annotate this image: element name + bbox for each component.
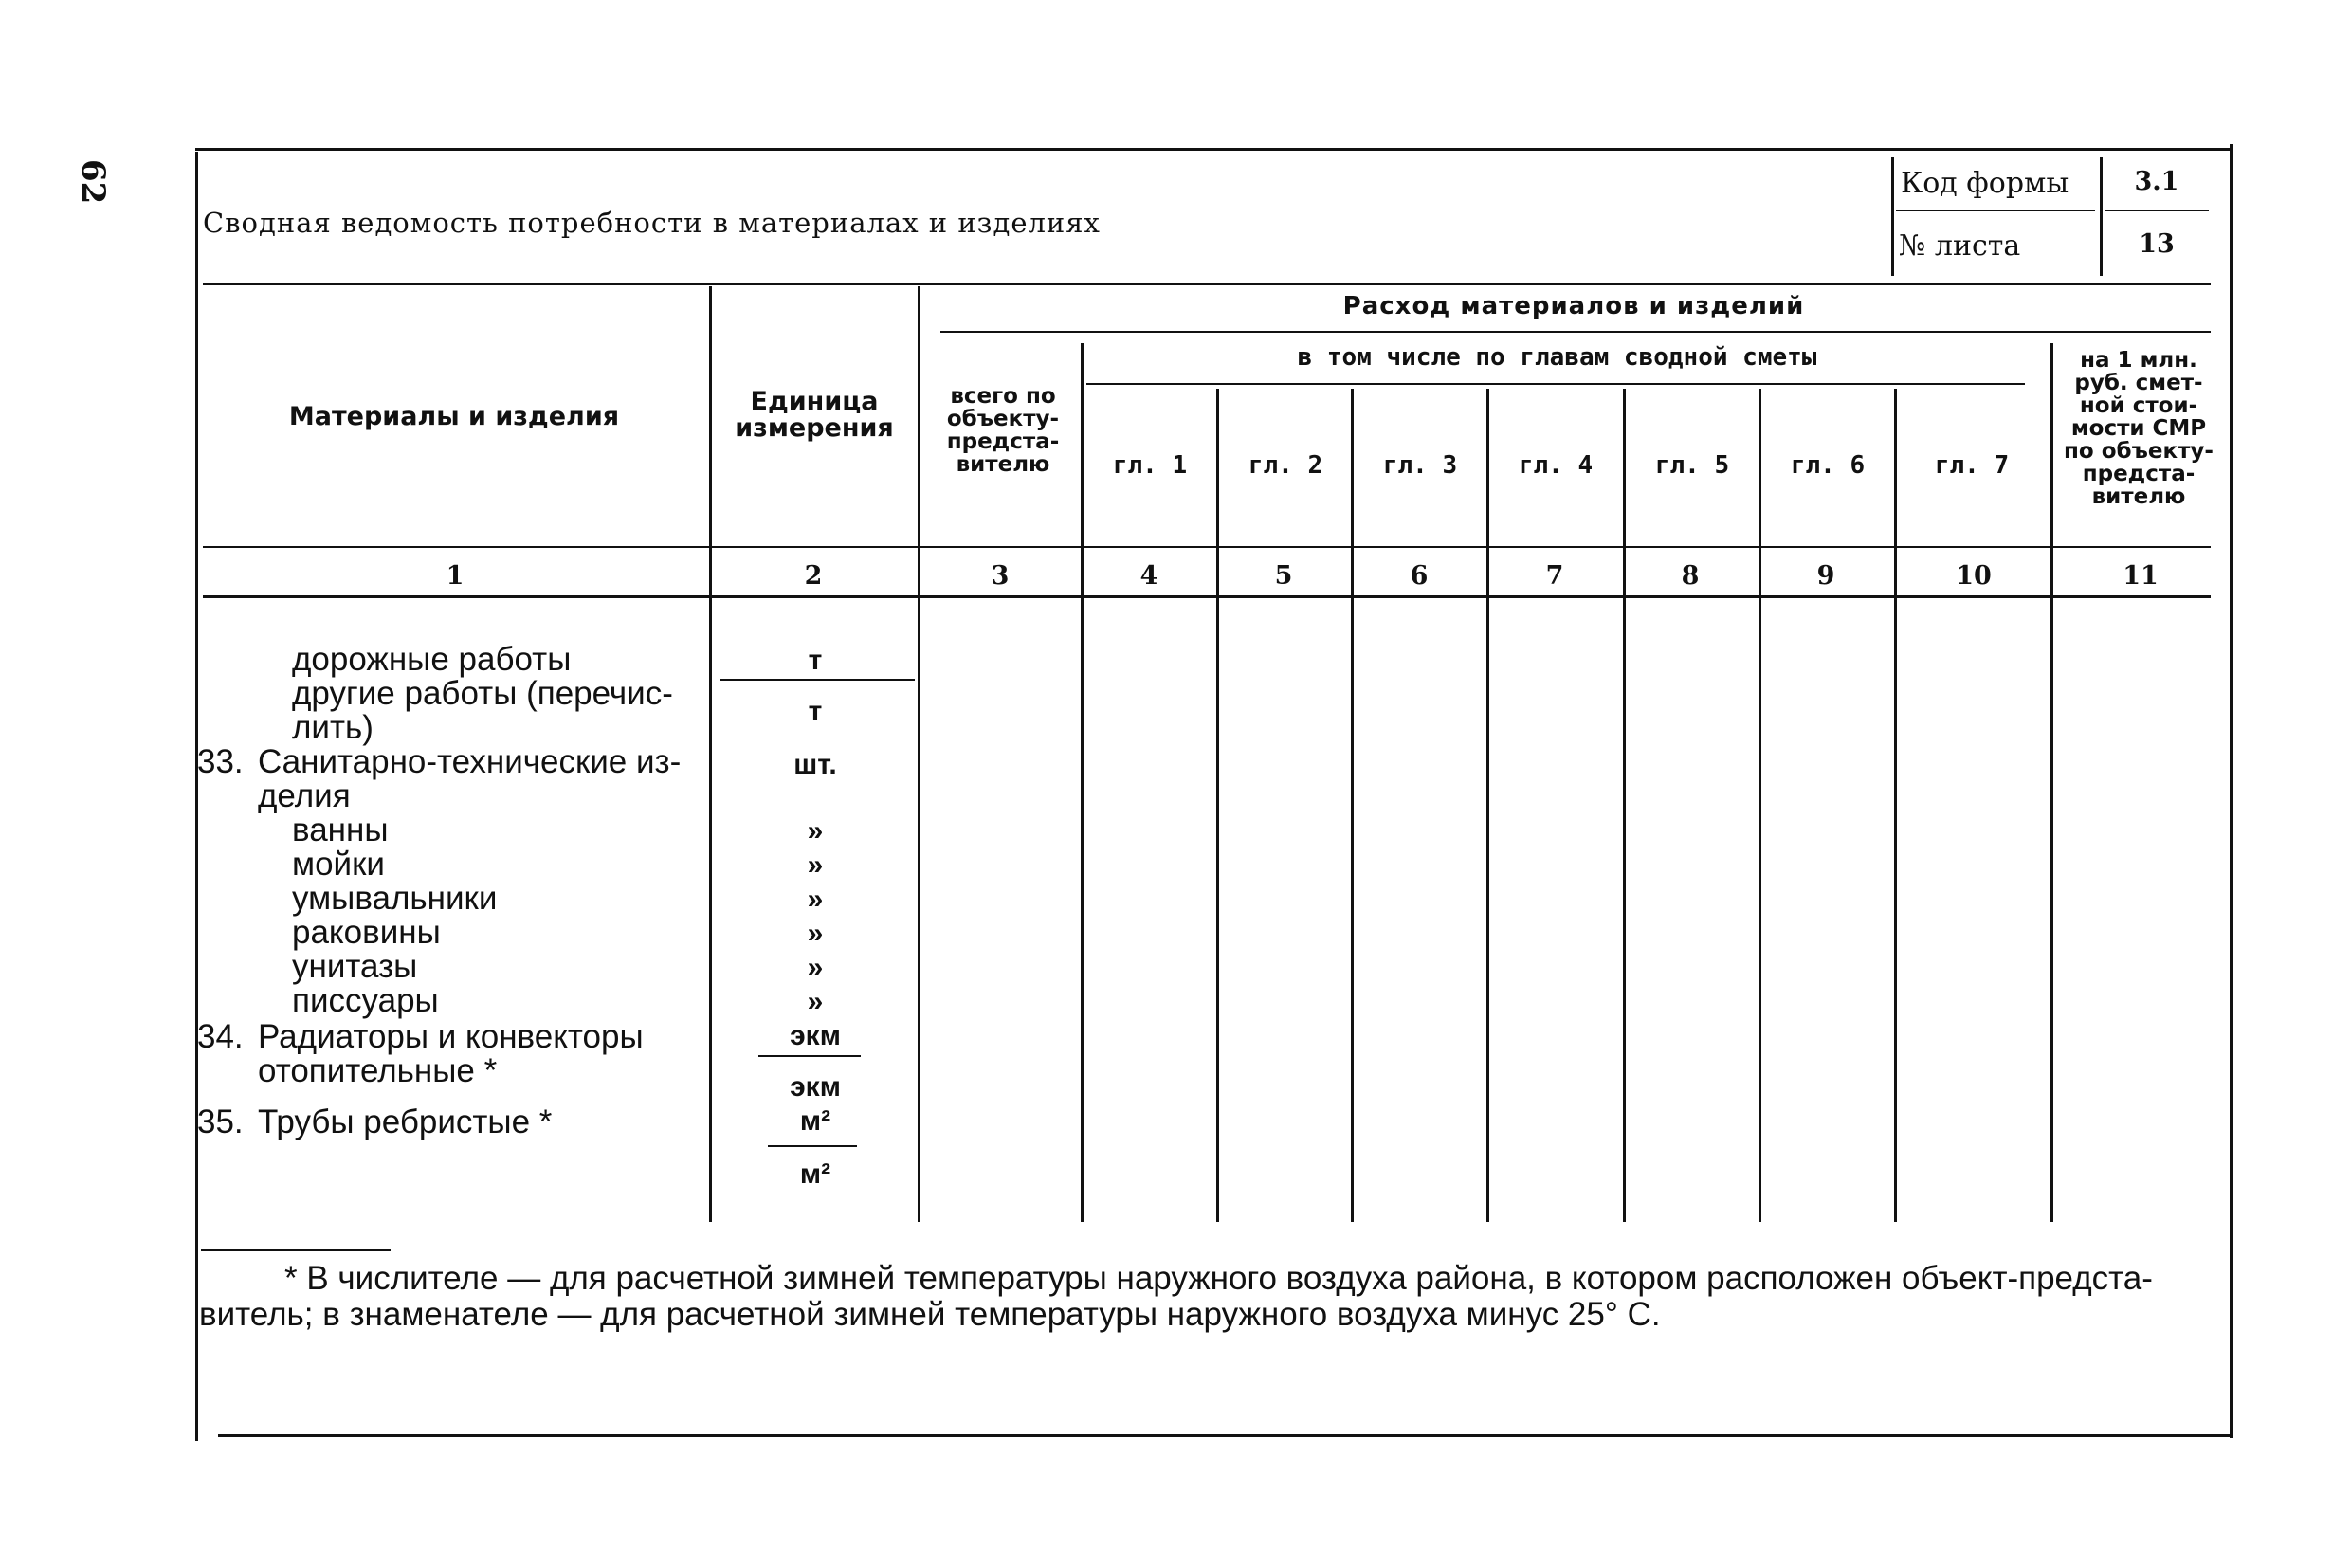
column-number-10: 10 <box>1956 561 1992 591</box>
col-line-8-9 <box>1759 389 1761 1222</box>
column-number-3: 3 <box>991 561 1010 591</box>
col-line-9-10 <box>1894 389 1897 1222</box>
item-35-line1: Трубы ребристые * <box>258 1103 553 1140</box>
sub-item-washbasins: умывальники <box>292 880 498 917</box>
frame-right-border <box>2230 144 2233 1438</box>
unit-urinals: » <box>807 986 824 1017</box>
unit-item-35-numerator: м² <box>799 1105 831 1137</box>
unit-item-34-numerator: экм <box>790 1020 841 1051</box>
frame-left-border <box>195 152 198 1441</box>
item-33-number: 33. <box>197 743 244 780</box>
code-box-divider-left <box>1891 157 1894 276</box>
header-total-line4: вителю <box>956 452 1050 477</box>
item-33-line1: Санитарно-технические из- <box>258 743 682 780</box>
item-35-number: 35. <box>197 1103 244 1140</box>
frame-top-border <box>195 148 2232 151</box>
unit-toilets: » <box>807 952 824 983</box>
row-road-works: дорожные работы <box>292 641 572 678</box>
per-million-line4: мости СМР <box>2070 416 2207 441</box>
per-million-line3: ной стои- <box>2079 393 2198 418</box>
column-number-6: 6 <box>1410 561 1429 591</box>
col-line-10-11 <box>2050 343 2053 1222</box>
footnote-line1: * В числителе — для расчетной зимней температуры наружного воздуха района, в котором расположен объект-предста- <box>284 1260 2153 1297</box>
item-34-line2: отопительные * <box>258 1052 498 1089</box>
code-box-divider-right <box>2100 157 2103 276</box>
code-box-mid-line-b <box>2105 210 2209 211</box>
column-number-8: 8 <box>1681 561 1700 591</box>
unit-basins: » <box>807 918 824 949</box>
col-line-1-2 <box>709 286 712 1222</box>
chapter-label-5: гл. 5 <box>1654 451 1730 480</box>
column-number-2: 2 <box>804 561 823 591</box>
per-million-line6: предста- <box>2082 462 2196 486</box>
row-other-works-line1: другие работы (перечис- <box>292 675 673 712</box>
chapter-label-4: гл. 4 <box>1518 451 1594 480</box>
column-number-4: 4 <box>1139 561 1158 591</box>
unit-other-works: т <box>808 696 823 727</box>
item-33-line2: делия <box>258 777 351 814</box>
column-number-5: 5 <box>1274 561 1293 591</box>
header-total-line2: объекту- <box>946 407 1060 431</box>
sub-item-basins: раковины <box>292 914 441 951</box>
col-line-2-3 <box>918 286 920 1222</box>
per-million-line7: вителю <box>2091 484 2186 509</box>
header-unit-line2: измерения <box>735 413 894 443</box>
chapters-header-line <box>1086 383 2025 385</box>
page-number: 62 <box>74 159 112 205</box>
unit-item-35-denominator: м² <box>799 1158 831 1190</box>
column-number-11: 11 <box>2123 561 2159 591</box>
chapter-label-7: гл. 7 <box>1934 451 2010 480</box>
header-total <box>927 385 1079 476</box>
per-million-line1: на 1 млн. <box>2080 348 2197 373</box>
form-code-label: Код формы <box>1901 167 2069 200</box>
sub-item-sinks: мойки <box>292 846 385 883</box>
header-unit <box>713 389 916 442</box>
unit-sinks: » <box>807 849 824 881</box>
frame-bottom-border <box>218 1434 2233 1437</box>
consumption-header-line <box>940 331 2211 333</box>
unit-fraction-line-35 <box>768 1145 857 1147</box>
unit-item-33: шт. <box>793 749 837 780</box>
header-materials: Материалы и изделия <box>288 402 620 431</box>
col-line-6-7 <box>1486 389 1489 1222</box>
chapter-label-3: гл. 3 <box>1382 451 1458 480</box>
column-number-1: 1 <box>446 561 465 591</box>
sheet-number-value: 13 <box>2139 229 2175 259</box>
header-consumption: Расход материалов и изделий <box>1342 292 1805 320</box>
chapter-label-2: гл. 2 <box>1248 451 1323 480</box>
header-total-line3: предста- <box>946 429 1060 454</box>
sheet-number-label: № листа <box>1899 229 2021 263</box>
chapter-label-1: гл. 1 <box>1112 451 1188 480</box>
code-box-mid-line-a <box>1896 210 2095 211</box>
col-line-7-8 <box>1623 389 1626 1222</box>
header-per-million <box>2055 349 2222 508</box>
form-code-value: 3.1 <box>2134 167 2179 196</box>
item-34-line1: Радиаторы и конвекторы <box>258 1018 644 1055</box>
header-bottom-line <box>203 546 2211 548</box>
unit-road-works: т <box>808 645 823 676</box>
col-line-5-6 <box>1351 389 1354 1222</box>
unit-washbasins: » <box>807 884 824 915</box>
column-number-7: 7 <box>1545 561 1564 591</box>
chapter-label-6: гл. 6 <box>1790 451 1866 480</box>
column-numbers-bottom-line <box>203 595 2211 598</box>
unit-fraction-line-a <box>720 679 915 681</box>
footnote-line2: витель; в знаменателе — для расчетной зимней температуры наружного воздуха минус 25° С. <box>199 1296 1661 1333</box>
row-other-works-line2: лить) <box>292 709 374 746</box>
footnote-separator <box>201 1249 391 1251</box>
unit-fraction-line-34 <box>758 1055 861 1057</box>
form-title: Сводная ведомость потребности в материалах и изделиях <box>203 207 1101 239</box>
header-chapters: в том числе по главам сводной сметы <box>1297 343 1817 372</box>
per-million-line5: по объекту- <box>2064 439 2214 464</box>
header-unit-line1: Единица <box>750 387 879 416</box>
item-34-number: 34. <box>197 1018 244 1055</box>
column-number-9: 9 <box>1816 561 1835 591</box>
unit-item-34-denominator: экм <box>790 1071 841 1103</box>
per-million-line2: руб. смет- <box>2074 371 2203 395</box>
unit-bathtubs: » <box>807 815 824 847</box>
table-top-line <box>203 283 2211 285</box>
header-total-line1: всего по <box>950 384 1056 409</box>
col-line-4-5 <box>1216 389 1219 1222</box>
sub-item-toilets: унитазы <box>292 948 418 985</box>
sub-item-urinals: писсуары <box>292 982 439 1019</box>
sub-item-bathtubs: ванны <box>292 811 389 848</box>
